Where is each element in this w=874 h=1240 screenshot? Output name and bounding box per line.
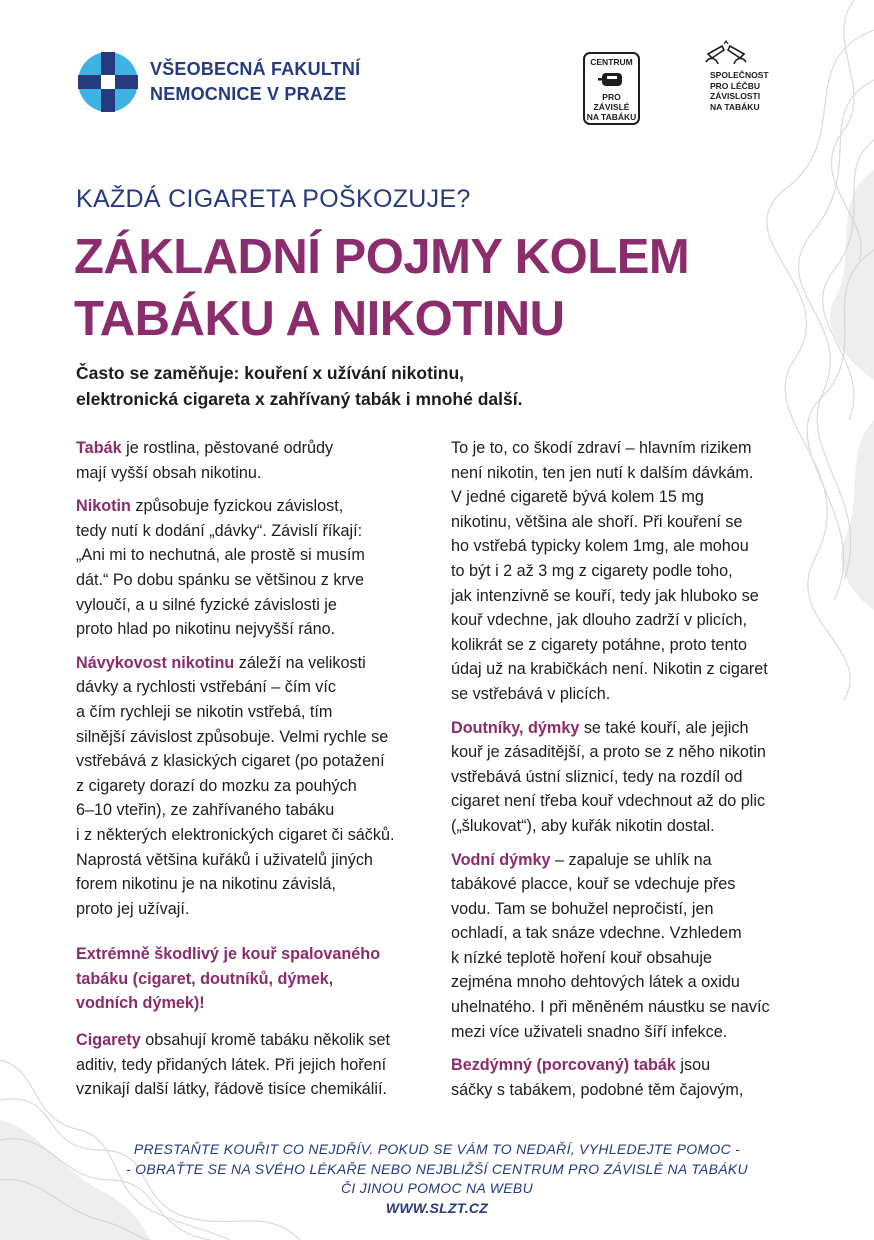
text-line: vodu. Tam se bohužel nepročistí, jen — [451, 899, 714, 918]
partner-spolecnost-line4: NA TABÁKU — [710, 101, 760, 112]
text-line: se vstřebává v plicích. — [451, 684, 611, 703]
hand-cigarette-icon — [598, 69, 626, 91]
partner-centrum-line1: PRO ZÁVISLÉ — [593, 92, 630, 112]
text-line: („šlukovat“), aby kuřák nikotin dostal. — [451, 816, 715, 835]
lead-line2: elektronická cigareta x zahřívaný tabák i mnohé další. — [76, 389, 523, 409]
partner-centrum-line2: NA TABÁKU — [586, 112, 637, 122]
footer-line3-prefix: ČI JINOU POMOC NA WEBU — [341, 1180, 533, 1196]
text-line: cigaret není třeba kouř vdechnout až do plic — [451, 792, 766, 811]
lead-line1: Často se zaměňuje: kouření x užívání nikotinu, — [76, 363, 464, 383]
kicker-question: KAŽDÁ CIGARETA POŠKOZUJE? — [76, 185, 471, 213]
partner-logo-spolecnost — [700, 40, 770, 112]
text-line: způsobuje fyzickou závislost, — [130, 497, 344, 516]
page-title-line1: ZÁKLADNÍ POJMY KOLEM — [74, 230, 690, 284]
text-line: kouř je zásaditější, a proto se z něho nikotin — [451, 743, 766, 762]
hospital-name — [150, 57, 360, 107]
text-line: záleží na velikosti — [234, 653, 366, 672]
text-line: jsou — [675, 1056, 711, 1075]
term-cigarety: Cigarety — [76, 1031, 141, 1050]
paragraph-nikotin — [76, 494, 431, 642]
text-line: dát.“ Po dobu spánku se většinou z krve — [76, 570, 364, 589]
text-line: k nízké teplotě hoření kouř obsahuje — [451, 948, 712, 967]
text-line: se také kouří, ale jejich — [579, 718, 749, 737]
right-column — [451, 436, 806, 1111]
text-line: i z některých elektronických cigaret či sáčků. — [76, 825, 395, 844]
text-line: z cigarety dorazí do mozku za pouhých — [76, 776, 357, 795]
text-line: ochladí, a tak snáze vdechne. Vzhledem — [451, 924, 742, 943]
term-tabak: Tabák — [76, 439, 122, 457]
text-line: nikotinu, většina ale shoří. Při kouření se — [451, 512, 743, 531]
text-line: uhelnatého. I při měněném náustku se navíc — [451, 998, 770, 1017]
footer-call-to-action — [0, 1140, 874, 1218]
paragraph-tabak — [76, 436, 431, 485]
paragraph-vodni-dymky — [451, 848, 806, 1045]
text-line: není nikotin, ten jen nutí k dalším dávkám. — [451, 463, 754, 482]
callout-line2: tabáku (cigaret, doutníků, dýmek, — [76, 969, 334, 988]
page-title — [74, 226, 689, 350]
text-line: zejména mnoho dehtových látek a oxidu — [451, 973, 740, 992]
term-bezdymny-tabak: Bezdýmný (porcovaný) tabák — [451, 1056, 676, 1075]
text-line: kouř vdechne, jak dlouho zadrží v plicích, — [451, 611, 748, 630]
paragraph-cigarety — [76, 1028, 431, 1102]
text-line: proto hlad po nikotinu nejvyšší ráno. — [76, 620, 336, 639]
text-line: To je to, co škodí zdraví – hlavním rizikem — [451, 439, 752, 457]
text-line: mezi více uživateli snadno šíří infekce. — [451, 1022, 728, 1041]
hospital-name-line2: NEMOCNICE V PRAZE — [150, 84, 347, 104]
text-line: aditiv, tedy přidaných látek. Při jejich hoření — [76, 1055, 387, 1074]
partner-centrum-top: CENTRUM — [590, 57, 633, 67]
footer-line3 — [0, 1179, 874, 1218]
text-line: ho vstřebá typicky kolem 1mg, ale mohou — [451, 537, 749, 556]
text-line: vstřebává z klasických cigaret (po potažení — [76, 752, 385, 771]
text-line: forem nikotinu je na nikotinu závislá, — [76, 875, 337, 894]
text-line: 6–10 vteřin), ze zahřívaného tabáku — [76, 801, 335, 820]
callout-warning — [76, 942, 431, 1016]
footer-line2: - OBRAŤTE SE NA SVÉHO LÉKAŘE NEBO NEJBLIŽŠÍ CENTRUM PRO ZÁVISLÉ NA TABÁKU — [126, 1160, 748, 1177]
callout-line3: vodních dýmek)! — [76, 994, 205, 1013]
text-line: tedy nutí k dodání „dávky“. Závislí říkají: — [76, 521, 363, 540]
page-title-line2: TABÁKU A NIKOTINU — [74, 292, 565, 346]
text-line: mají vyšší obsah nikotinu. — [76, 463, 262, 482]
term-navykovost: Návykovost nikotinu — [76, 653, 235, 672]
text-line: je rostlina, pěstované odrůdy — [121, 439, 334, 457]
text-line: vyloučí, a u silné fyzické závislosti je — [76, 595, 337, 614]
text-line: a čím rychleji se nikotin vstřebá, tím — [76, 702, 333, 721]
medical-cross-icon — [76, 50, 140, 114]
text-line: obsahují kromě tabáku několik set — [140, 1031, 391, 1050]
lead-paragraph — [76, 360, 522, 412]
callout-line1: Extrémně škodlivý je kouř spalovaného — [76, 945, 381, 964]
text-line: – zapaluje se uhlík na — [550, 850, 712, 869]
text-line: dávky a rychlosti vstřebání – čím víc — [76, 678, 336, 697]
text-line: proto jej užívají. — [76, 899, 190, 918]
broken-cigarette-hands-icon — [704, 40, 748, 70]
paragraph-doutniky — [451, 716, 806, 839]
left-column — [76, 436, 431, 1111]
hospital-name-line1: VŠEOBECNÁ FAKULTNÍ — [150, 59, 361, 79]
text-line: tabákové placce, kouř se vdechuje přes — [451, 875, 736, 894]
partner-spolecnost-line3: ZÁVISLOSTI — [710, 91, 761, 101]
text-line: „Ani mi to nechutná, ale prostě si musím — [76, 546, 365, 565]
term-vodni-dymky: Vodní dýmky — [451, 850, 551, 869]
text-line: kolikrát se z cigarety potáhne, proto tento — [451, 635, 748, 654]
paragraph-navykovost — [76, 651, 431, 922]
text-line: vstřebává ústní sliznicí, tedy na rozdíl od — [451, 767, 743, 786]
partner-spolecnost-line2: PRO LÉČBU — [710, 80, 761, 91]
partner-logo-centrum — [583, 52, 640, 125]
footer-line1: PRESTAŇTE KOUŘIT CO NEJDŘÍV. POKUD SE VÁM TO NEDAŘÍ, VYHLEDEJTE POMOC - — [133, 1141, 741, 1157]
text-line: vznikají další látky, řádově tisíce chemikálií. — [76, 1080, 387, 1099]
partner-spolecnost-line1: SPOLEČNOST — [710, 70, 769, 80]
text-line: Naprostá většina kuřáků i uživatelů jiných — [76, 850, 373, 869]
term-doutniky: Doutníky, dýmky — [451, 718, 580, 737]
text-line: údaj už na krabičkách není. Nikotin z cigaret — [451, 660, 768, 679]
text-line: V jedné cigaretě bývá kolem 15 mg — [451, 488, 704, 507]
text-line: sáčky s tabákem, podobné těm čajovým, — [451, 1080, 744, 1099]
paragraph-cigarety-continued — [451, 436, 806, 707]
hospital-logo — [76, 50, 360, 114]
text-line: to být i 2 až 3 mg z cigarety podle toho, — [451, 561, 733, 580]
text-line: silnější závislost způsobuje. Velmi rychle se — [76, 727, 389, 746]
text-line: jak intenzivně se kouří, tedy jak hluboko se — [451, 586, 759, 605]
term-nikotin: Nikotin — [76, 497, 131, 516]
paragraph-bezdymny-tabak — [451, 1053, 806, 1102]
website-link[interactable]: WWW.SLZT.CZ — [385, 1199, 489, 1216]
